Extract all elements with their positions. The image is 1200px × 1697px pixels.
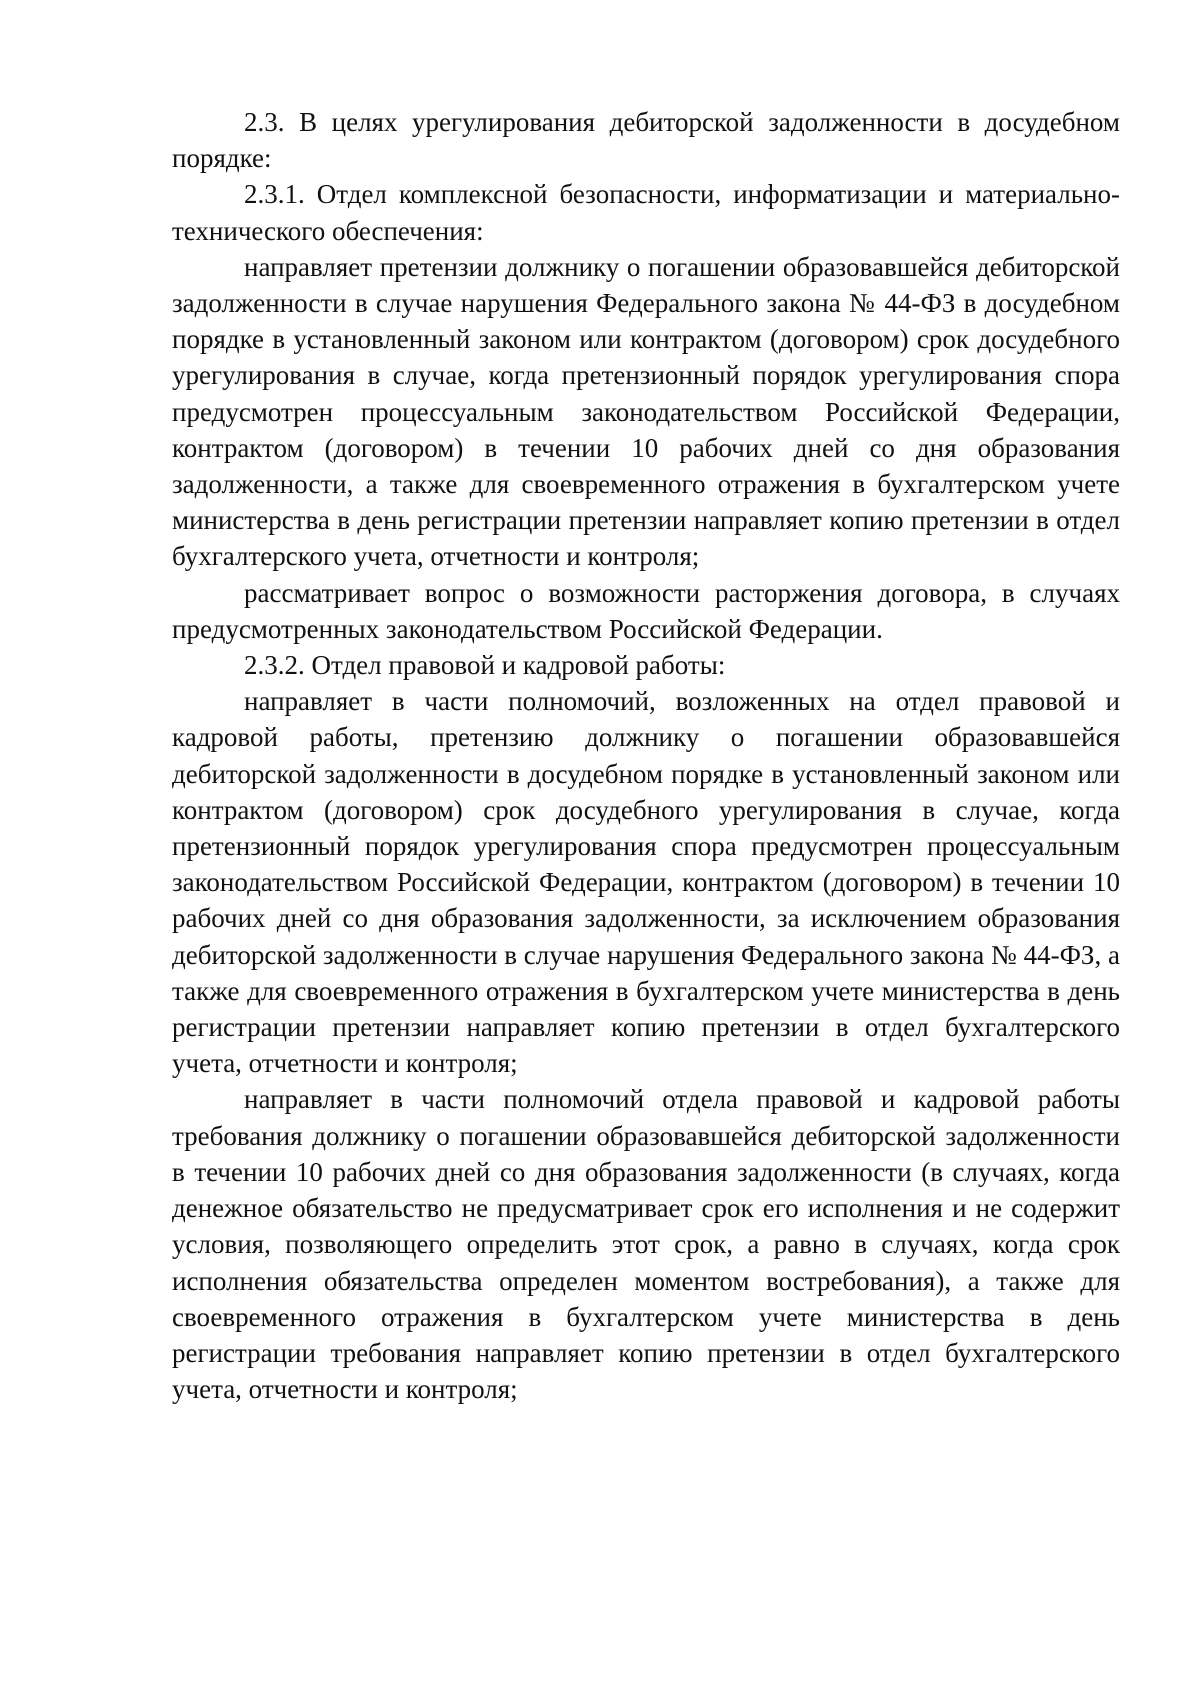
paragraph-claims-legal-dept: направляет в части полномочий, возложенных на отдел правовой и кадровой работы, претензию должнику о погашении образовавшейся дебиторской задолженности в досудебном порядке в установленный законом или контрактом (договором) срок досудебного урегулирования в случае, когда претензионный порядок урегулирования спора предусмотрен процессуальным законодательством Российской Федерации, контрактом (договором) в течении 10 рабочих дней со дня образования задолженности, за исключением образования дебиторской задолженности в случае нарушения Федерального закона № 44-ФЗ, а также для своевременного отражения в бухгалтерском учете министерства в день регистрации претензии направляет копию претензии в отдел бухгалтерского учета, отчетности и контроля; bbox=[172, 686, 1120, 1079]
paragraph-2-3: 2.3. В целях урегулирования дебиторской задолженности в досудебном порядке: bbox=[172, 107, 1120, 174]
paragraph-2-3-2: 2.3.2. Отдел правовой и кадровой работы: bbox=[244, 650, 726, 681]
paragraph-claims-security-dept: направляет претензии должнику о погашении образовавшейся дебиторской задолженности в случае нарушения Федерального закона № 44-ФЗ в досудебном порядке в установленный законом или контрактом (договором) срок досудебного урегулирования в случае, когда претензионный порядок урегулирования спора предусмотрен процессуальным законодательством Российской Федерации, контрактом (договором) в течении 10 рабочих дней со дня образования задолженности, а также для своевременного отражения в бухгалтерском учете министерства в день регистрации претензии направляет копию претензии в отдел бухгалтерского учета, отчетности и контроля; bbox=[172, 251, 1120, 572]
document-page bbox=[172, 104, 1120, 1407]
paragraph-demands-legal-dept: направляет в части полномочий отдела правовой и кадровой работы требования должнику о погашении образовавшейся дебиторской задолженности в течении 10 рабочих дней со дня образования задолженности (в случаях, когда денежное обязательство не предусматривает срок его исполнения и не содержит условия, позволяющего определить этот срок, а равно в случаях, когда срок исполнения обязательства определен моментом востребования), а также для своевременного отражения в бухгалтерском учете министерства в день регистрации требования направляет копию претензии в отдел бухгалтерского учета, отчетности и контроля; bbox=[172, 1084, 1120, 1405]
paragraph-2-3-1: 2.3.1. Отдел комплексной безопасности, информатизации и материально-технического обеспечения: bbox=[172, 179, 1120, 246]
paragraph-contract-termination: рассматривает вопрос о возможности расторжения договора, в случаях предусмотренных законодательством Российской Федерации. bbox=[172, 577, 1120, 644]
